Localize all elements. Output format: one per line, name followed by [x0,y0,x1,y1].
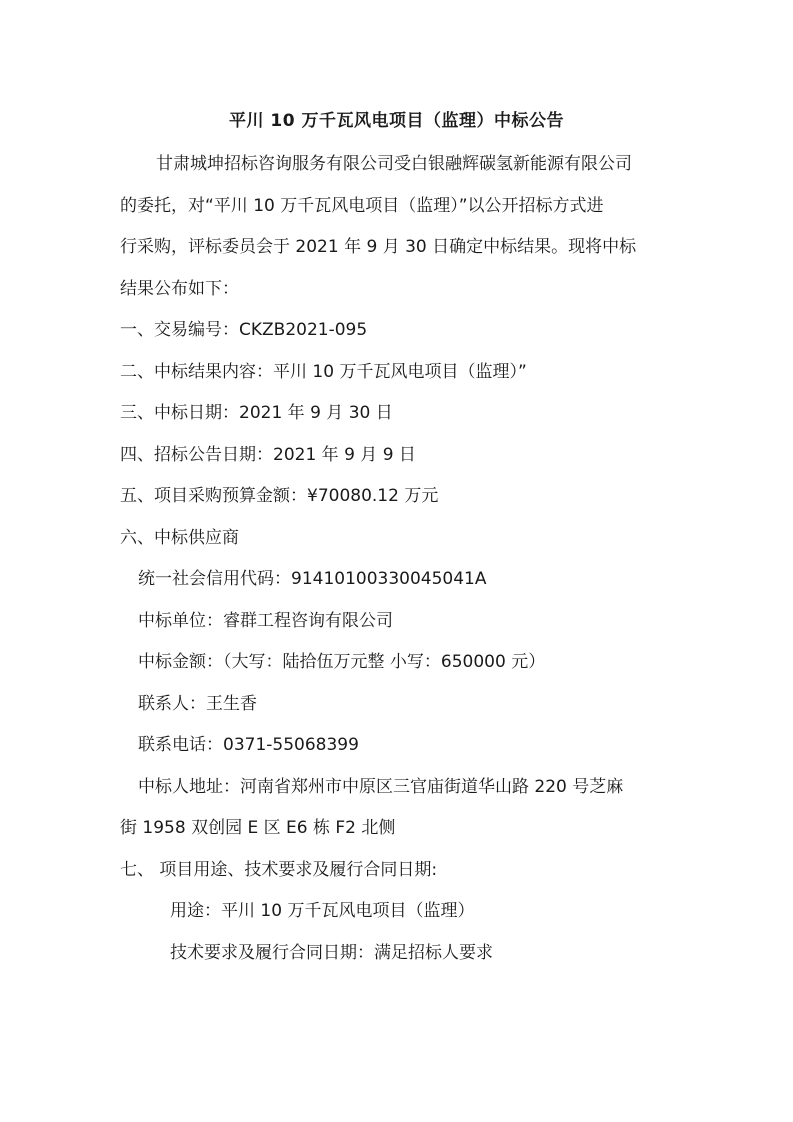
item-award-date: 三、中标日期：2021 年 9 月 30 日 [120,403,393,423]
item-result-content: 二、中标结果内容：平川 10 万千瓦风电项目（监理）” [120,361,527,382]
item-notice-date: 四、招标公告日期：2021 年 9 月 9 日 [120,444,416,465]
item-budget: 五、项目采购预算金额：¥70080.12 万元 [120,486,439,506]
page-title: 平川 10 万千瓦风电项目（监理）中标公告 [229,111,564,131]
supplier-unit: 中标单位：睿群工程咨询有限公司 [138,610,393,631]
item7-usage: 用途：平川 10 万千瓦风电项目（监理） [170,901,475,921]
intro-line-3: 行采购，评标委员会于 2021 年 9 月 30 日确定中标结果。现将中标 [120,237,637,257]
supplier-address-line-1: 中标人地址：河南省郑州市中原区三官庙街道华山路 220 号芝麻 [138,776,624,797]
supplier-address-line-2: 街 1958 双创园 E 区 E6 栋 F2 北侧 [120,818,396,838]
supplier-credit-code: 统一社会信用代码：91410100330045041A [138,569,487,589]
supplier-contact: 联系人：王生香 [138,693,257,714]
intro-line-1: 甘肃城坤招标咨询服务有限公司受白银融辉碳氢新能源有限公司 [156,154,632,174]
item-transaction-number: 一、交易编号：CKZB2021-095 [120,320,368,340]
intro-line-4: 结果公布如下： [120,278,239,299]
supplier-phone: 联系电话：0371-55068399 [138,735,359,755]
announcement-body [120,144,680,974]
intro-line-2: 的委托，对“平川 10 万千瓦风电项目（监理）”以公开招标方式进 [120,195,604,216]
item7-tech-requirements: 技术要求及履行合同日期：满足招标人要求 [170,942,493,963]
item-supplier-heading: 六、中标供应商 [120,527,239,548]
supplier-amount: 中标金额：（大写：陆拾伍万元整 小写：650000 元） [138,652,546,672]
item7-heading: 七、 项目用途、技术要求及履行合同日期: [120,859,438,880]
